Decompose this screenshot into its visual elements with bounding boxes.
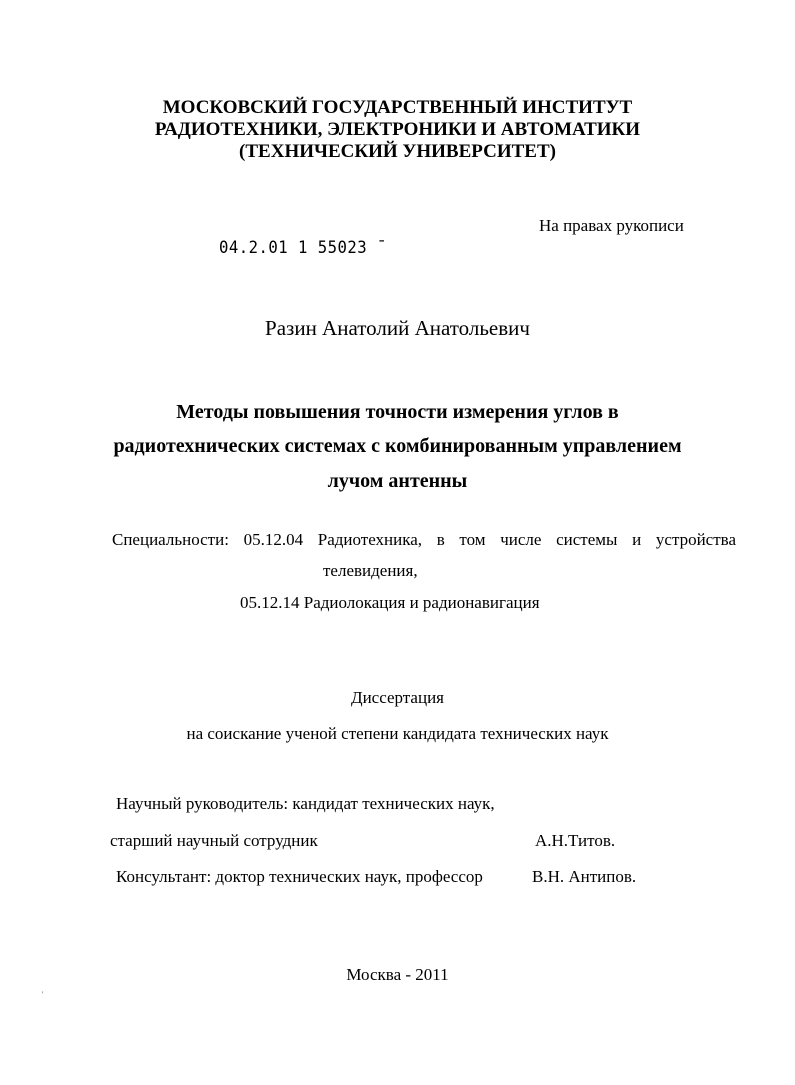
author-name: Разин Анатолий Анатольевич — [265, 316, 530, 340]
institution-line-3: (ТЕХНИЧЕСКИЙ УНИВЕРСИТЕТ) — [239, 141, 556, 162]
specialty-line-2: телевидения, — [323, 561, 418, 580]
thesis-title-line-1: Методы повышения точности измерения углов в — [176, 401, 619, 423]
institution-line-2: РАДИОТЕХНИКИ, ЭЛЕКТРОНИКИ И АВТОМАТИКИ — [154, 119, 641, 140]
thesis-title-line-2: радиотехнических системах с комбинированным управлением — [113, 435, 682, 457]
consultant-line: Консультант: доктор технических наук, профессор — [116, 867, 483, 886]
manuscript-rights-note: На правах рукописи — [539, 216, 684, 235]
city-year: Москва - 2011 — [346, 965, 449, 984]
institution-line-1: МОСКОВСКИЙ ГОСУДАРСТВЕННЫЙ ИНСТИТУТ — [162, 97, 633, 118]
supervisor-line-2: старший научный сотрудник — [110, 831, 318, 850]
registration-stamp: 04.2.01 1 55023 ˉ — [219, 238, 387, 258]
degree-purpose: на соискание ученой степени кандидата технических наук — [186, 724, 609, 743]
margin-mark: ' — [42, 990, 44, 999]
document-type: Диссертация — [350, 688, 444, 707]
supervisor-name: А.Н.Титов. — [535, 831, 616, 850]
supervisor-line-1: Научный руководитель: кандидат технических наук, — [116, 794, 495, 813]
consultant-name: В.Н. Антипов. — [532, 867, 637, 886]
specialty-line-3: 05.12.14 Радиолокация и радионавигация — [240, 593, 540, 612]
thesis-title-line-3: лучом антенны — [327, 470, 468, 492]
specialty-line-1: Специальности: 05.12.04 Радиотехника, в том числе системы и устройства — [112, 530, 736, 549]
